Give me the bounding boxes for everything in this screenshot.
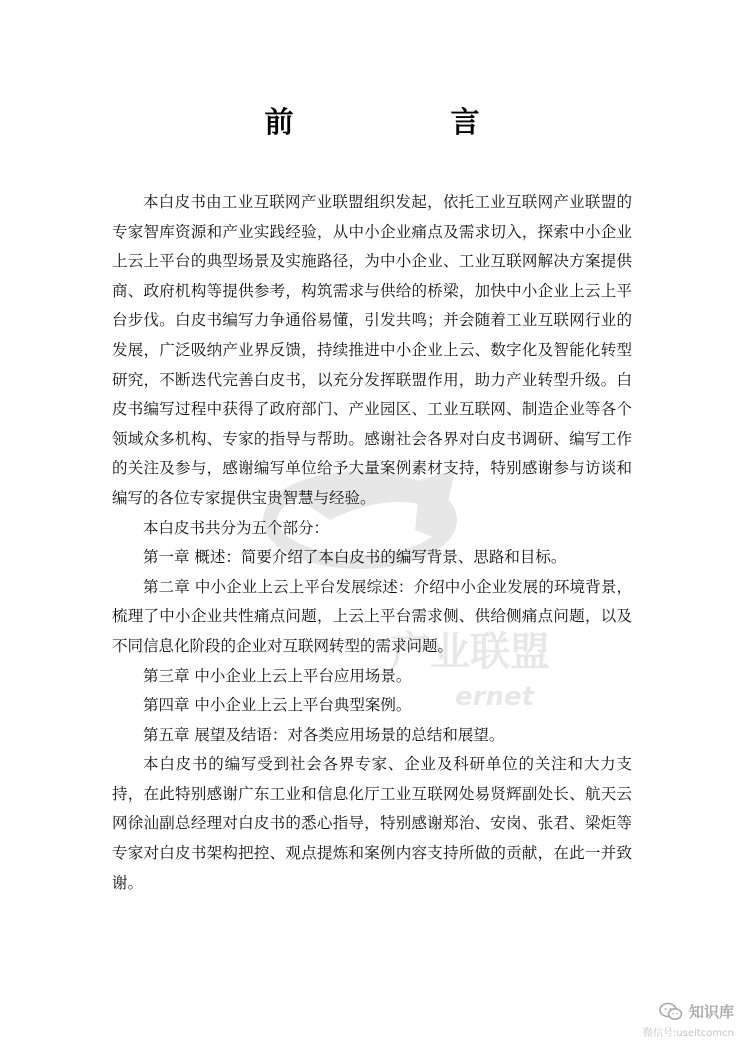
watermark-latin: ernet — [455, 682, 535, 712]
paragraph-structure: 本白皮书共分为五个部分： — [143, 518, 330, 537]
wechat-icon — [659, 1002, 683, 1022]
paragraph-chapter-3: 第三章 中小企业上云上平台应用场景。 — [143, 666, 412, 685]
page-title: 前 言 — [264, 105, 544, 139]
paragraph-chapter-2: 第二章 中小企业上云上平台发展综述：介绍中小企业发展的环境背景，梳理了中小企业共性痛点问题，上云上平台需求侧、供给侧痛点问题，以及不同信息化阶段的企业对互联网转型的需求问题。 — [112, 577, 632, 655]
brand-watermark — [643, 1001, 734, 1039]
watermark-text: 产业联盟 — [390, 629, 550, 675]
paragraph-chapter-1: 第一章 概述：简要介绍了本白皮书的编写背景、思路和目标。 — [143, 548, 567, 567]
brand-name: 知识库 — [688, 1003, 734, 1021]
brand-account: 微信号:useitcomcn — [643, 1028, 734, 1039]
paragraph-chapter-5: 第五章 展望及结语：对各类应用场景的总结和展望。 — [143, 725, 505, 744]
paragraph-acknowledgement: 本白皮书的编写受到社会各界专家、企业及科研单位的关注和大力支持，在此特别感谢广东工业和信息化厅工业互联网处易贤辉副处长、航天云网徐汕副总经理对白皮书的悉心指导，特别感谢郑治、安岗、张君、梁炬等专家对白皮书架构把控、观点提炼和案例内容支持所做的贡献，在此一并致谢。 — [112, 755, 632, 892]
body-text — [112, 188, 632, 898]
paragraph-intro: 本白皮书由工业互联网产业联盟组织发起，依托工业互联网产业联盟的专家智库资源和产业实践经验，从中小企业痛点及需求切入，探索中小企业上云上平台的典型场景及实施路径，为中小企业、工业互联网解决方案提供商、政府机构等提供参考，构筑需求与供给的桥梁，加快中小企业上云上平台步伐。白皮书编写力争通俗易懂，引发共鸣；并会随着工业互联网行业的发展，广泛吸纳产业界反馈，持续推进中小企业上云、数字化及智能化转型研究，不断迭代完善白皮书，以充分发挥联盟作用，助力产业转型升级。白皮书编写过程中获得了政府部门、产业园区、工业互联网、制造企业等各个领域众多机构、专家的指导与帮助。感谢社会各界对白皮书调研、编写工作的关注及参与，感谢编写单位给予大量案例素材支持，特别感谢参与访谈和编写的各位专家提供宝贵智慧与经验。 — [112, 193, 632, 507]
paragraph-chapter-4: 第四章 中小企业上云上平台典型案例。 — [143, 696, 412, 715]
